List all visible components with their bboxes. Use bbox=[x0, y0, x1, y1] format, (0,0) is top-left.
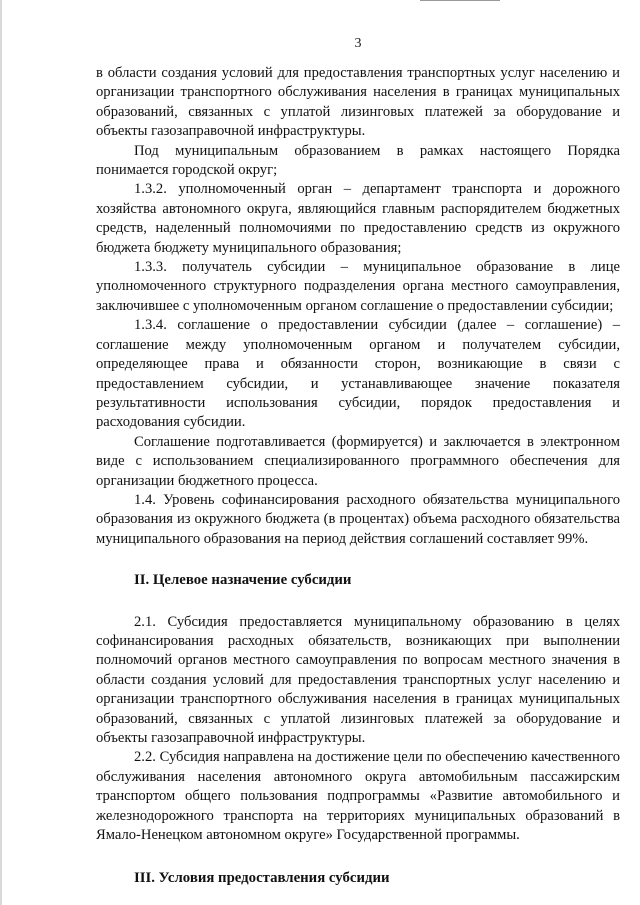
section-3-heading: III. Условия предоставления субсидии bbox=[134, 870, 390, 887]
paragraph-1-4: 1.4. Уровень софинансирования расходного обязательства муниципального образования из окружного бюджета (в процентах) объема расходного обязательства муниципального образования на период действия соглашений составляет 99%. bbox=[96, 491, 620, 547]
document-body bbox=[96, 64, 620, 889]
paragraph-continuation: в области создания условий для предоставления транспортных услуг населению и организации транспортного обслуживания населения в границах муниципальных образований, связанных с уплатой лизинговых платежей за оборудование и объекты газозаправочной инфраструктуры. bbox=[96, 65, 620, 140]
scan-top-mark bbox=[420, 0, 500, 1]
paragraph-1-3-2: 1.3.2. уполномоченный орган – департамент транспорта и дорожного хозяйства автономного округа, являющийся главным распорядителем бюджетных средств, наделенный полномочиями по предоставлению средств из окружного бюджета бюджету муниципального образования; bbox=[96, 181, 620, 256]
paragraph-2-2: 2.2. Субсидия направлена на достижение цели по обеспечению качественного обслуживания населения автономного округа автомобильным пассажирским транспортом общего пользования подпрограммы «Развитие автомобильного и железнодорожного транспорта на территориях муниципальных образований в Ямало-Ненецком автономном округе» Государственной программы. bbox=[96, 749, 620, 844]
scan-left-edge bbox=[0, 0, 2, 905]
paragraph-2-1: 2.1. Субсидия предоставляется муниципальному образованию в целях софинансирования расходных обязательств, возникающих при выполнении полномочий органов местного самоуправления по вопросам местного значения в области создания условий для предоставления транспортных услуг населению и организации транспортного обслуживания населения в границах муниципальных образований, связанных с уплатой лизинговых платежей за оборудование и объекты газозаправочной инфраструктуры. bbox=[96, 613, 620, 746]
paragraph-agreement: Соглашение подготавливается (формируется) и заключается в электронном виде с использованием специализированного программного обеспечения для организации бюджетного процесса. bbox=[96, 433, 620, 489]
page-number: 3 bbox=[354, 36, 362, 51]
paragraph-1-3-4: 1.3.4. соглашение о предоставлении субсидии (далее – соглашение) – соглашение между уполномоченным органом и получателем субсидии, определяющее права и обязанности сторон, возникающие в связи с предоставлением субсидии, и устанавливающее значение показателя результативности использования субсидии, порядок предоставления и расходования субсидии. bbox=[96, 317, 620, 431]
paragraph-municipal-definition: Под муниципальным образованием в рамках настоящего Порядка понимается городской округ; bbox=[96, 142, 620, 179]
paragraph-1-3-3: 1.3.3. получатель субсидии – муниципальное образование в лице уполномоченного структурного подразделения органа местного самоуправления, заключившее с уполномоченным органом соглашение о предоставлении субсидии; bbox=[96, 259, 620, 314]
section-2-heading: II. Целевое назначение субсидии bbox=[134, 572, 352, 589]
